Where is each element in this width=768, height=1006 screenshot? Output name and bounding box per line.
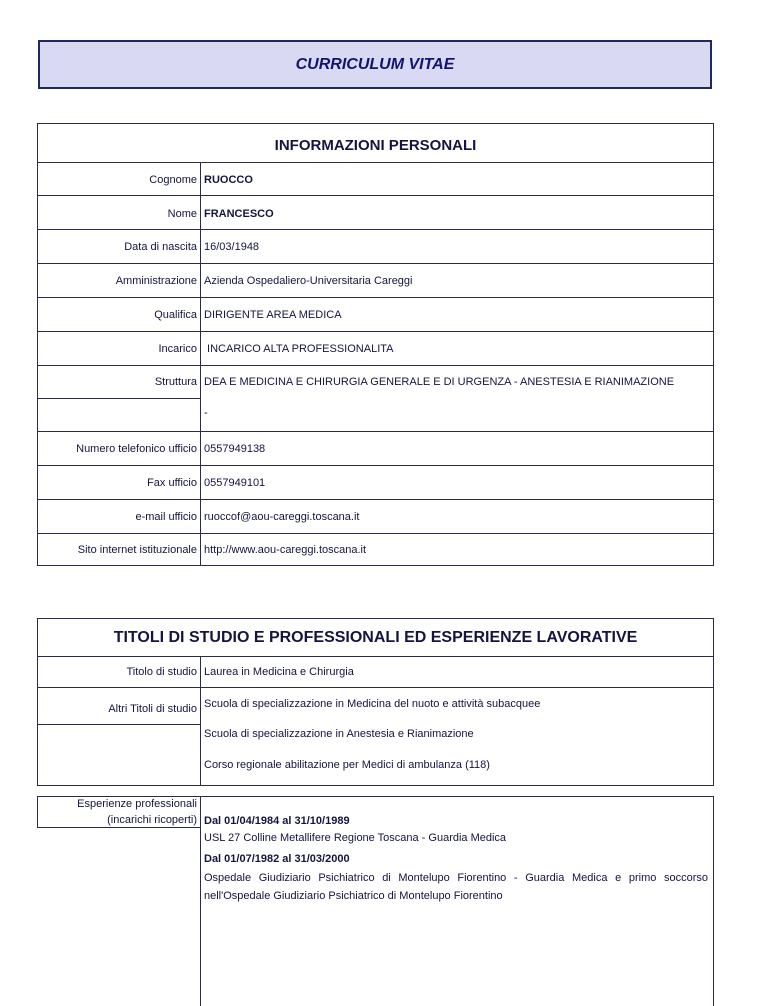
row-divider [37, 465, 714, 466]
experience-desc-1: USL 27 Colline Metallifere Regione Toscana - Guardia Medica [204, 832, 507, 844]
experience-desc-2: Ospedale Giudiziario Psichiatrico di Montelupo Fiorentino - Guardia Medica e primo soccorso nell'Ospedale Giudiziario Psichiatrico di Montelupo Fiorentino [204, 872, 708, 902]
value-cognome: RUOCCO [204, 174, 253, 186]
cv-title-box [38, 40, 712, 89]
value-amministrazione: Azienda Ospedaliero-Universitaria Careggi [204, 275, 413, 287]
label-altri-titoli: Altri Titoli di studio [108, 703, 197, 715]
label-qualifica: Qualifica [154, 309, 197, 321]
value-fax: 0557949101 [204, 477, 266, 489]
experience-date-1: Dal 01/04/1984 al 31/10/1989 [204, 815, 350, 827]
value-nome: FRANCESCO [204, 208, 274, 220]
row-divider [37, 499, 714, 500]
label-email: e-mail ufficio [135, 511, 197, 523]
personal-info-heading: INFORMAZIONI PERSONALI [274, 137, 477, 154]
label-data-nascita: Data di nascita [124, 241, 197, 253]
row-divider [37, 365, 714, 366]
label-column-divider [200, 656, 201, 786]
label-column-divider [200, 162, 201, 566]
label-incarico: Incarico [158, 343, 197, 355]
row-divider [37, 229, 714, 230]
label-amministrazione: Amministrazione [115, 275, 197, 287]
value-altri-titolo-2: Scuola di specializzazione in Anestesia e Rianimazione [204, 728, 474, 740]
row-divider [37, 533, 714, 534]
row-divider [37, 724, 201, 725]
value-altri-titolo-1: Scuola di specializzazione in Medicina del nuoto e attività subacquee [204, 698, 541, 710]
row-divider [37, 398, 201, 399]
row-divider [37, 263, 714, 264]
label-fax: Fax ufficio [147, 477, 197, 489]
label-nome: Nome [167, 208, 197, 220]
row-divider [37, 195, 714, 196]
value-struttura: DEA E MEDICINA E CHIRURGIA GENERALE E DI URGENZA - ANESTESIA E RIANIMAZIONE [204, 376, 675, 388]
cv-title: CURRICULUM VITAE [295, 55, 455, 73]
value-incarico: INCARICO ALTA PROFESSIONALITA [204, 343, 394, 355]
value-titolo-studio: Laurea in Medicina e Chirurgia [204, 666, 354, 678]
value-qualifica: DIRIGENTE AREA MEDICA [204, 309, 342, 321]
row-divider [37, 431, 714, 432]
experience-date-2: Dal 01/07/1982 al 31/03/2000 [204, 853, 350, 865]
value-altri-titolo-3: Corso regionale abilitazione per Medici di ambulanza (118) [204, 759, 490, 771]
studies-heading: TITOLI DI STUDIO E PROFESSIONALI ED ESPERIENZE LAVORATIVE [113, 629, 638, 646]
label-titolo-studio: Titolo di studio [126, 666, 197, 678]
value-sito: http://www.aou-careggi.toscana.it [204, 544, 367, 556]
divider [37, 656, 714, 657]
row-divider [37, 331, 714, 332]
value-email: ruoccof@aou-careggi.toscana.it [204, 511, 360, 523]
experience-label-line2: (incarichi ricoperti) [107, 814, 197, 826]
label-sito: Sito internet istituzionale [77, 544, 197, 556]
divider [37, 162, 714, 163]
experience-label-line1: Esperienze professionali [77, 798, 197, 810]
value-telefono: 0557949138 [204, 443, 266, 455]
value-data-nascita: 16/03/1948 [204, 241, 260, 253]
row-divider [37, 297, 714, 298]
row-divider [37, 687, 714, 688]
label-struttura: Struttura [154, 376, 197, 388]
label-cognome: Cognome [149, 174, 197, 186]
value-struttura-extra: - [204, 407, 208, 419]
label-telefono: Numero telefonico ufficio [76, 443, 197, 455]
